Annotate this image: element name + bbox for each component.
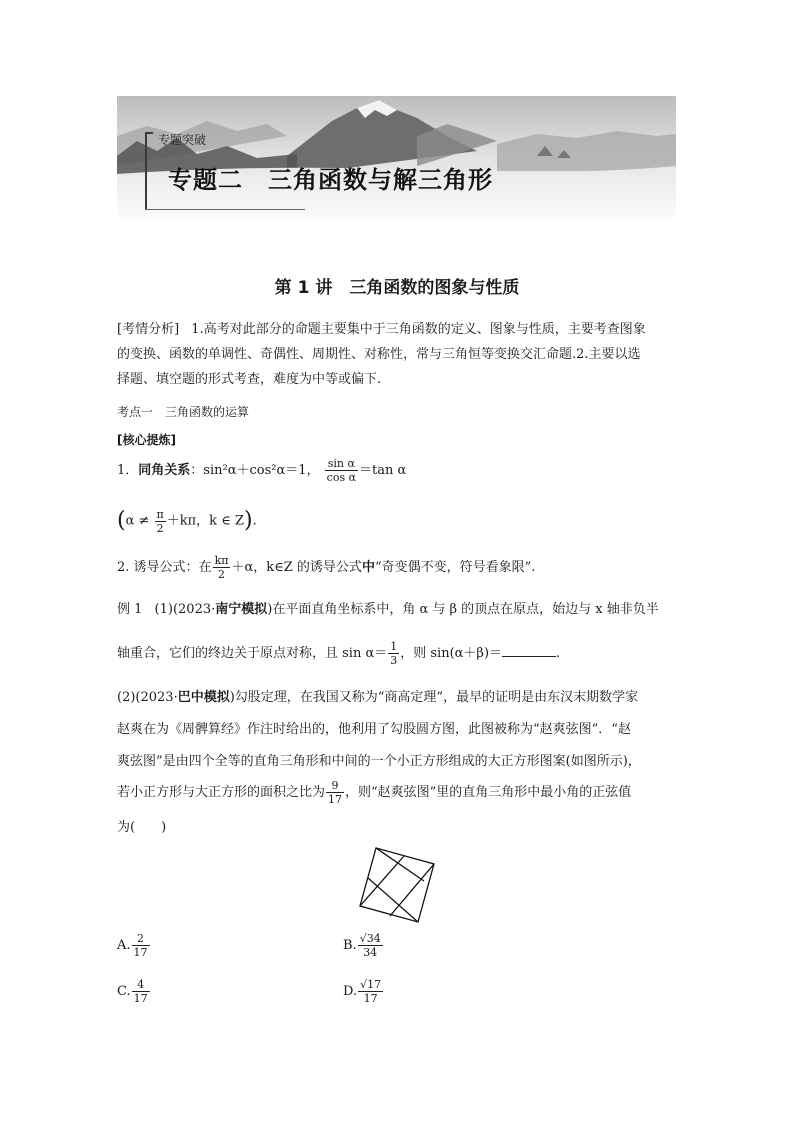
example-1-line-2: 轴重合，它们的终边关于原点对称，且 sin α＝ $\frac{1}{3}$ ，则 sin(α＋β)＝ . <box>117 640 561 667</box>
k-pi-over-2-fraction: $\frac{k\pi}{2}$ <box>214 554 229 581</box>
item-2-formula: 2. 诱导公式：在 $\frac{k\pi}{2}$ ＋α，k∈Z 的诱导公式中“奇变偶不变，符号看象限”. <box>117 554 536 581</box>
header-banner <box>117 96 676 218</box>
option-d[interactable]: D. $\frac{√17}{17}$ <box>343 978 382 1005</box>
example-1-part-2-line-3: 爽弦图”是由四个全等的直角三角形和中间的一个小正方形组成的大正方形图案(如图所示)， <box>117 754 641 769</box>
pi-over-2-fraction: $\frac{\pi}{2}$ <box>156 507 164 535</box>
example-1-part-2-line-5: 为( ) <box>117 820 167 835</box>
analysis-line-1 <box>117 318 677 342</box>
analysis-label: [考情分析] <box>117 322 180 337</box>
mountain-landscape-image <box>117 96 676 218</box>
example-1-line-1: 例 1 (1)(2023·南宁模拟)在平面直角坐标系中，角 α 与 β 的顶点在原点，始边与 x 轴非负半 <box>117 602 659 617</box>
one-third-fraction: $\frac{1}{3}$ <box>390 640 398 667</box>
item-1-number: 1． <box>117 463 139 478</box>
example-1-part-2-line-2: 赵爽在为《周髀算经》作注时给出的，他利用了勾股圆方图，此图被称为“赵爽弦图”．“赵 <box>117 722 631 737</box>
option-a[interactable]: A. $\frac{2}{17}$ <box>117 932 148 959</box>
option-b[interactable]: B. $\frac{√34}{34}$ <box>343 932 381 959</box>
analysis-line-2: 的变换、函数的单调性、奇偶性、周期性、对称性，常与三角恒等变换交汇命题.2.主要以选 <box>117 347 641 362</box>
item-1-formula-b: ＝tan α <box>359 463 407 478</box>
banner-bracket <box>145 132 149 210</box>
zhao-shuang-diagram <box>354 846 438 926</box>
sin-over-cos-fraction: $\frac{\text{sin α}}{\text{cos α}}$ <box>326 457 357 484</box>
item-1-label: 同角关系 <box>138 463 191 478</box>
banner-title: 专题二 三角函数与解三角形 <box>168 166 493 194</box>
example-label: 例 1 <box>117 602 143 617</box>
core-label: [核心提炼] <box>117 433 176 447</box>
example-1-part-2-line-4: 若小正方形与大正方形的面积之比为 $\frac{9}{17}$ ，则“赵爽弦图”里的直角三角形中最小角的正弦值 <box>117 779 632 806</box>
example-1-part-2-line-1: (2)(2023·巴中模拟)勾股定理，在我国又称为“商高定理”，最早的证明是由东汉末期数学家 <box>117 690 639 705</box>
banner-subtitle: 专题突破 <box>158 133 207 147</box>
section-heading: 考点一 三角函数的运算 <box>117 405 250 419</box>
item-2-label: 诱导公式 <box>133 560 186 575</box>
analysis-line-3: 择题、填空题的形式考查，难度为中等或偏下. <box>117 372 382 387</box>
item-1-formula-a: ：sin²α＋cos²α＝1， <box>190 463 320 478</box>
answer-blank[interactable] <box>502 645 556 657</box>
lecture-title: 第 1 讲 三角函数的图象与性质 <box>274 278 520 298</box>
item-1-formula <box>117 456 406 486</box>
analysis-text-1: 1.高考对此部分的命题主要集中于三角函数的定义、图象与性质，主要考查图象 <box>191 322 646 337</box>
item-1-condition: (α ≠ $\frac{\pi}{2}$ ＋kπ，k ∈ Z). <box>117 507 257 535</box>
option-c[interactable]: C. $\frac{4}{17}$ <box>117 978 148 1005</box>
nine-seventeenths-fraction: $\frac{9}{17}$ <box>328 779 343 806</box>
